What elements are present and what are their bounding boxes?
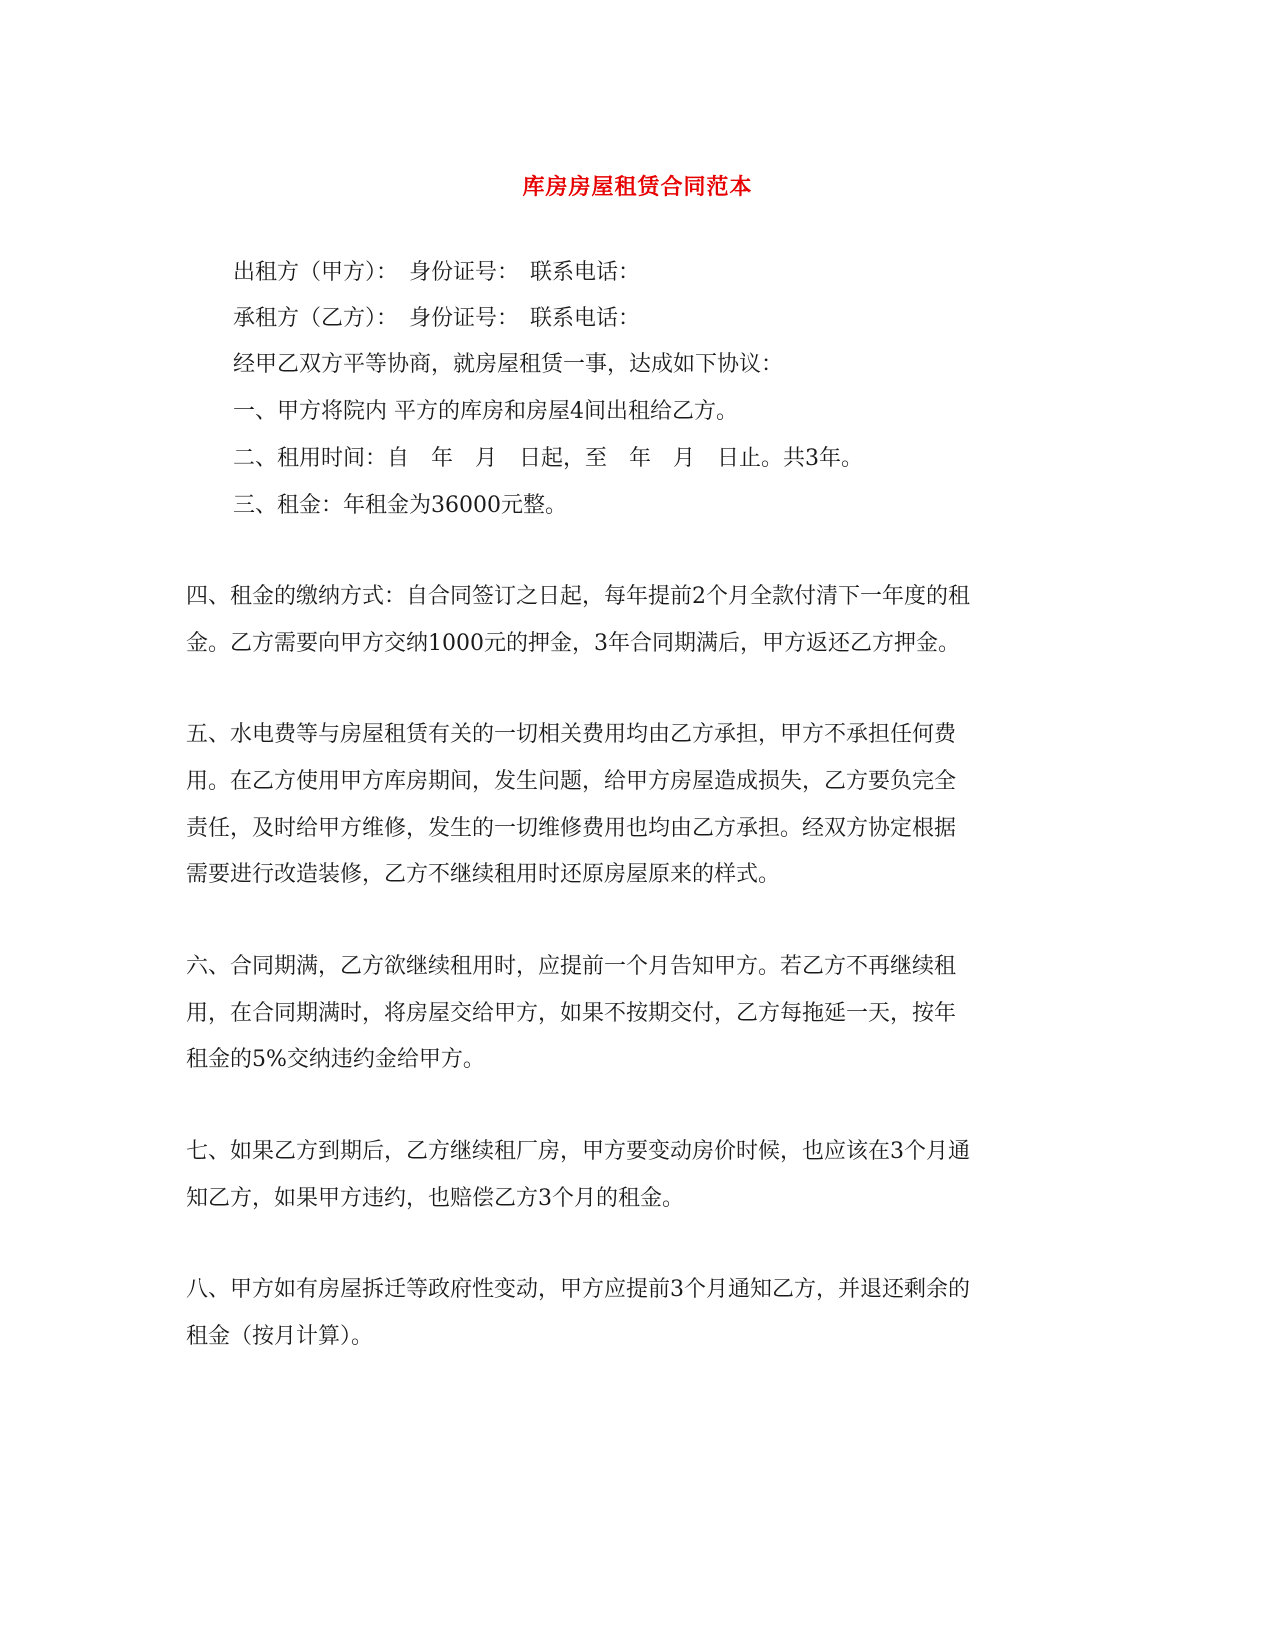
clause-6-line-2: 用，在合同期满时，将房屋交给甲方，如果不按期交付，乙方每拖延一天，按年 xyxy=(186,1001,957,1026)
clause-6-line-3: 租金的5%交纳违约金给甲方。 xyxy=(186,1047,485,1072)
header-line-agreement: 经甲乙双方平等协商，就房屋租赁一事，达成如下协议： xyxy=(233,352,784,377)
clause-5-line-2: 用。在乙方使用甲方库房期间，发生问题，给甲方房屋造成损失，乙方要负完全 xyxy=(186,769,957,794)
clause-3: 三、租金：年租金为36000元整。 xyxy=(233,493,567,518)
clause-8-line-2: 租金（按月计算）。 xyxy=(186,1324,374,1349)
clause-4-line-2: 金。乙方需要向甲方交纳1000元的押金，3年合同期满后，甲方返还乙方押金。 xyxy=(186,631,960,656)
clause-6-line-1: 六、合同期满，乙方欲继续租用时，应提前一个月告知甲方。若乙方不再继续租 xyxy=(186,954,957,979)
clause-2: 二、租用时间：自 年 月 日起，至 年 月 日止。共3年。 xyxy=(233,446,863,471)
clause-5-line-4: 需要进行改造装修，乙方不继续租用时还原房屋原来的样式。 xyxy=(186,862,781,887)
clause-1: 一、甲方将院内 平方的库房和房屋4间出租给乙方。 xyxy=(233,399,738,424)
clause-5-line-1: 五、水电费等与房屋租赁有关的一切相关费用均由乙方承担，甲方不承担任何费 xyxy=(186,722,957,747)
header-line-lessor: 出租方（甲方）： 身份证号： 联系电话： xyxy=(233,260,641,285)
header-line-lessee: 承租方（乙方）： 身份证号： 联系电话： xyxy=(233,306,641,331)
clause-8-line-1: 八、甲方如有房屋拆迁等政府性变动，甲方应提前3个月通知乙方，并退还剩余的 xyxy=(186,1277,970,1302)
document-title: 库房房屋租赁合同范本 xyxy=(522,174,753,200)
clause-7-line-1: 七、如果乙方到期后，乙方继续租厂房，甲方要变动房价时候，也应该在3个月通 xyxy=(186,1139,970,1164)
clause-7-line-2: 知乙方，如果甲方违约，也赔偿乙方3个月的租金。 xyxy=(186,1186,684,1211)
clause-5-line-3: 责任，及时给甲方维修，发生的一切维修费用也均由乙方承担。经双方协定根据 xyxy=(186,816,957,841)
clause-4-line-1: 四、租金的缴纳方式：自合同签订之日起，每年提前2个月全款付清下一年度的租 xyxy=(186,584,970,609)
